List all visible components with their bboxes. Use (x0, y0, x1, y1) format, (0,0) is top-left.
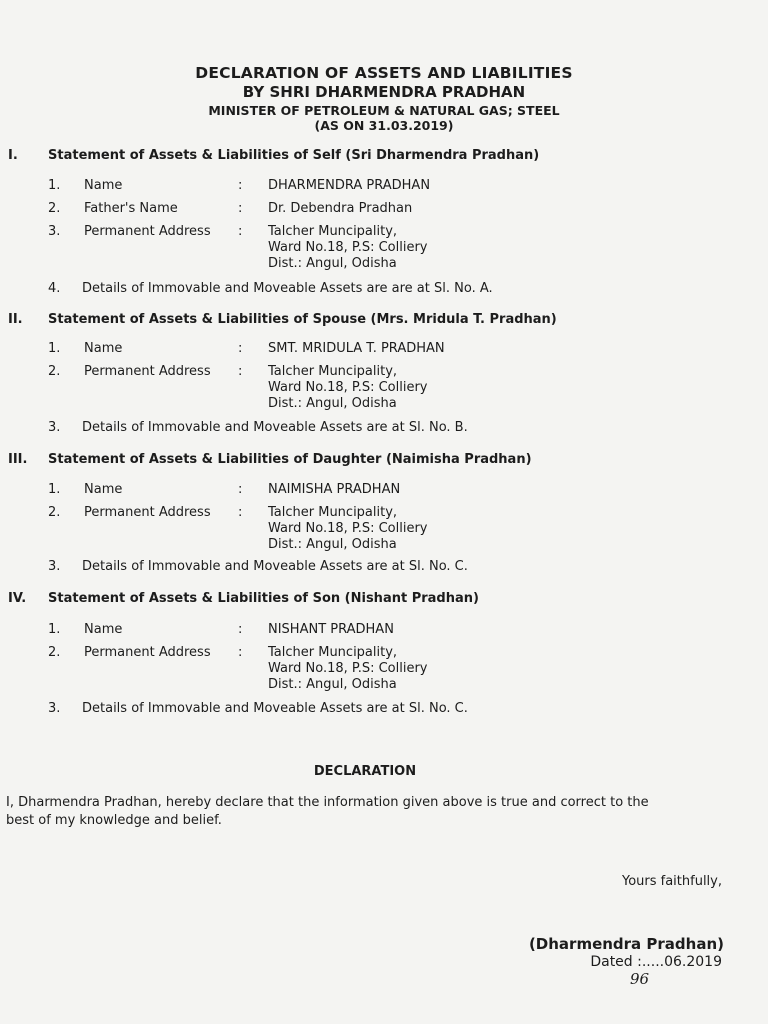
item-label: Father's Name (84, 201, 178, 216)
item-number: 3. (48, 420, 61, 435)
item-colon: : (238, 178, 243, 193)
section-number: IV. (8, 591, 27, 606)
document-by-line: BY SHRI DHARMENDRA PRADHAN (242, 83, 526, 101)
address-line: Talcher Muncipality, (268, 224, 398, 239)
address-line: Ward No.18, P.S: Colliery (268, 380, 428, 395)
page-mark: 96 (630, 970, 650, 988)
section-number: III. (8, 452, 28, 467)
signatory-name: (Dharmendra Pradhan) (528, 935, 724, 953)
item-number: 2. (48, 201, 61, 216)
item-label: Permanent Address (84, 364, 211, 379)
item-label: Name (84, 482, 123, 497)
item-number: 2. (48, 364, 61, 379)
address-line: Talcher Muncipality, (268, 364, 398, 379)
item-colon: : (238, 505, 243, 520)
item-number: 1. (48, 482, 61, 497)
item-label: Permanent Address (84, 645, 211, 660)
address-line: Dist.: Angul, Odisha (268, 677, 397, 692)
address-line: Ward No.18, P.S: Colliery (268, 521, 428, 536)
section-title: Statement of Assets & Liabilities of Daughter (Naimisha Pradhan) (48, 452, 532, 467)
item-label: Permanent Address (84, 224, 211, 239)
item-value: NAIMISHA PRADHAN (268, 482, 401, 497)
section-number: I. (8, 148, 18, 163)
item-colon: : (238, 364, 243, 379)
item-number: 3. (48, 701, 61, 716)
assets-detail: Details of Immovable and Moveable Assets are at Sl. No. B. (82, 420, 468, 435)
assets-detail: Details of Immovable and Moveable Assets are at Sl. No. C. (82, 701, 468, 716)
item-number: 2. (48, 645, 61, 660)
item-number: 1. (48, 178, 61, 193)
item-label: Name (84, 178, 123, 193)
signature-date: Dated :.....06.2019 (590, 954, 722, 970)
item-number: 2. (48, 505, 61, 520)
address-line: Talcher Muncipality, (268, 505, 398, 520)
section-title: Statement of Assets & Liabilities of Spouse (Mrs. Mridula T. Pradhan) (48, 312, 557, 327)
item-colon: : (238, 622, 243, 637)
assets-detail: Details of Immovable and Moveable Assets are at Sl. No. C. (82, 559, 468, 574)
address-line: Dist.: Angul, Odisha (268, 537, 397, 552)
item-label: Name (84, 341, 123, 356)
item-number: 3. (48, 559, 61, 574)
section-number: II. (8, 312, 23, 327)
item-value: NISHANT PRADHAN (268, 622, 394, 637)
declaration-heading: DECLARATION (313, 764, 417, 779)
item-value: Dr. Debendra Pradhan (268, 201, 413, 216)
item-value: DHARMENDRA PRADHAN (268, 178, 431, 193)
item-colon: : (238, 341, 243, 356)
document-date: (AS ON 31.03.2019) (314, 118, 454, 133)
address-line: Ward No.18, P.S: Colliery (268, 661, 428, 676)
item-colon: : (238, 645, 243, 660)
section-title: Statement of Assets & Liabilities of Son (Nishant Pradhan) (48, 591, 479, 606)
address-line: Dist.: Angul, Odisha (268, 256, 397, 271)
address-line: Dist.: Angul, Odisha (268, 396, 397, 411)
item-colon: : (238, 224, 243, 239)
document-title: DECLARATION OF ASSETS AND LIABILITIES (195, 64, 573, 82)
item-value: SMT. MRIDULA T. PRADHAN (268, 341, 445, 356)
declaration-text-line: I, Dharmendra Pradhan, hereby declare that the information given above is true and correct to the (6, 795, 649, 810)
assets-detail: Details of Immovable and Moveable Assets are are at Sl. No. A. (82, 281, 493, 296)
item-label: Permanent Address (84, 505, 211, 520)
item-number: 1. (48, 622, 61, 637)
item-colon: : (238, 482, 243, 497)
item-number: 1. (48, 341, 61, 356)
section-title: Statement of Assets & Liabilities of Self (Sri Dharmendra Pradhan) (48, 148, 540, 163)
document-ministry: MINISTER OF PETROLEUM & NATURAL GAS; STEEL (208, 103, 560, 118)
address-line: Ward No.18, P.S: Colliery (268, 240, 428, 255)
item-number: 3. (48, 224, 61, 239)
declaration-text-line: best of my knowledge and belief. (6, 813, 222, 828)
address-line: Talcher Muncipality, (268, 645, 398, 660)
item-label: Name (84, 622, 123, 637)
item-number: 4. (48, 281, 61, 296)
closing-salutation: Yours faithfully, (621, 874, 722, 889)
item-colon: : (238, 201, 243, 216)
